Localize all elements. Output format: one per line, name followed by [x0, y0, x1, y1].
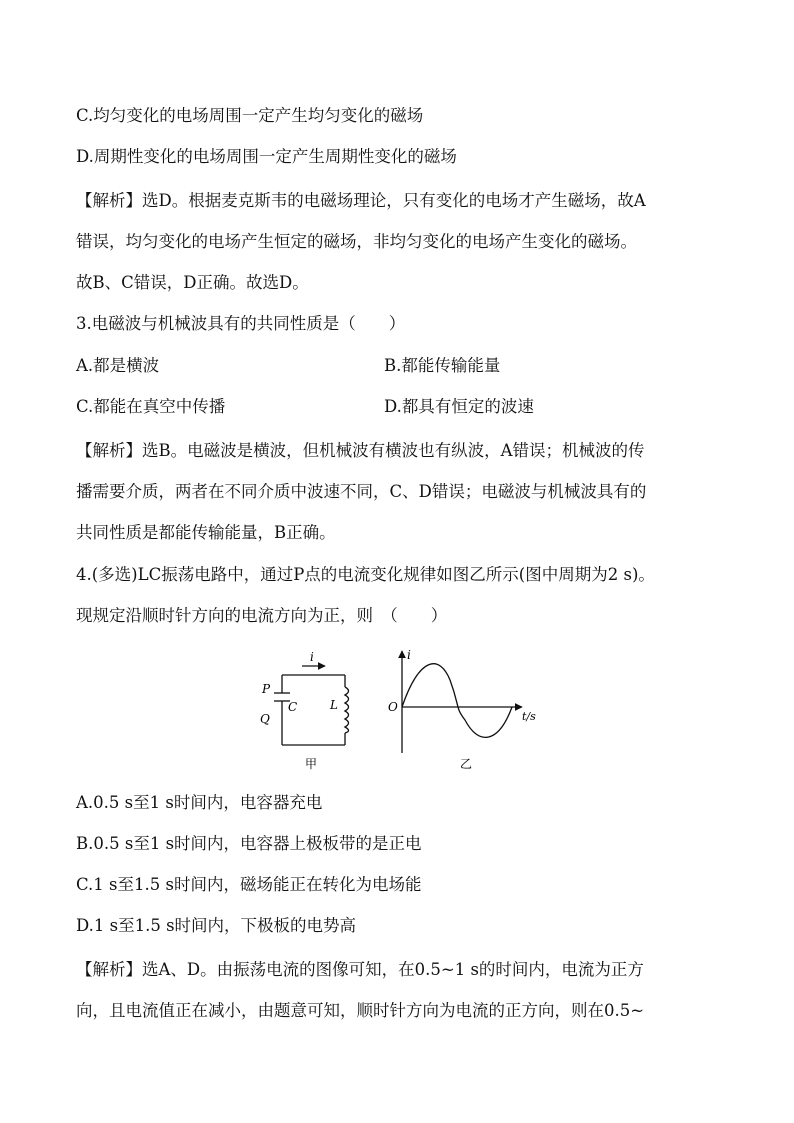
option-line: B.0.5 s至1 s时间内，电容器上极板带的是正电 — [76, 834, 422, 853]
answer-line: 错误，均匀变化的电场产生恒定的磁场，非均匀变化的电场产生变化的磁场。 — [76, 232, 637, 251]
inductor-label: L — [330, 698, 338, 712]
figure-svg — [250, 645, 550, 775]
circuit-current-label: i — [310, 650, 314, 664]
option-line: C.1 s至1.5 s时间内，磁场能正在转化为电场能 — [76, 875, 422, 894]
circuit-caption: 甲 — [305, 757, 318, 771]
answer-line: 【解析】选D。根据麦克斯韦的电磁场理论，只有变化的电场才产生磁场，故A — [76, 191, 646, 210]
option-b: B.都能传输能量 — [384, 356, 501, 375]
answer-line: 【解析】选A、D。由振荡电流的图像可知，在0.5~1 s的时间内，电流为正方 — [76, 960, 644, 979]
question-4: 现规定沿顺时针方向的电流方向为正，则 （ ） — [76, 606, 448, 625]
paragraph-line: D.周期性变化的电场周围一定产生周期性变化的磁场 — [76, 147, 457, 166]
graph-caption: 乙 — [460, 757, 473, 771]
question-3: 3.电磁波与机械波具有的共同性质是（ ） — [76, 314, 406, 333]
figure — [250, 645, 550, 775]
plate-p-label: P — [262, 682, 271, 696]
sine-curve — [402, 664, 512, 738]
answer-line: 【解析】选B。电磁波是横波，但机械波有横波也有纵波，A错误；机械波的传 — [76, 441, 645, 460]
answer-line: 故B、C错误，D正确。故选D。 — [76, 273, 309, 292]
option-row — [76, 355, 716, 377]
question-4: 4.(多选)LC振荡电路中，通过P点的电流变化规律如图乙所示(图中周期为2 s)。 — [76, 565, 655, 584]
answer-line: 共同性质是都能传输能量，B正确。 — [76, 523, 336, 542]
option-line: D.1 s至1.5 s时间内，下极板的电势高 — [76, 916, 357, 935]
option-c: C.都能在真空中传播 — [76, 397, 226, 416]
plate-q-label: Q — [260, 712, 270, 726]
answer-line: 向，且电流值正在减小，由题意可知，顺时针方向为电流的正方向，则在0.5~ — [76, 1001, 645, 1020]
capacitor-label: C — [288, 700, 298, 714]
graph-y-label: i — [407, 648, 411, 662]
graph-origin-label: O — [388, 700, 398, 714]
inductor-coil — [345, 687, 349, 733]
option-d: D.都具有恒定的波速 — [384, 397, 534, 416]
option-line: A.0.5 s至1 s时间内，电容器充电 — [76, 793, 323, 812]
answer-line: 播需要介质，两者在不同介质中波速不同，C、D错误；电磁波与机械波具有的 — [76, 482, 647, 501]
option-a: A.都是横波 — [76, 356, 160, 375]
option-row — [76, 396, 716, 418]
graph-x-label: t/s — [522, 710, 536, 723]
current-graph — [402, 651, 522, 753]
paragraph-line: C.均匀变化的电场周围一定产生均匀变化的磁场 — [76, 106, 424, 125]
